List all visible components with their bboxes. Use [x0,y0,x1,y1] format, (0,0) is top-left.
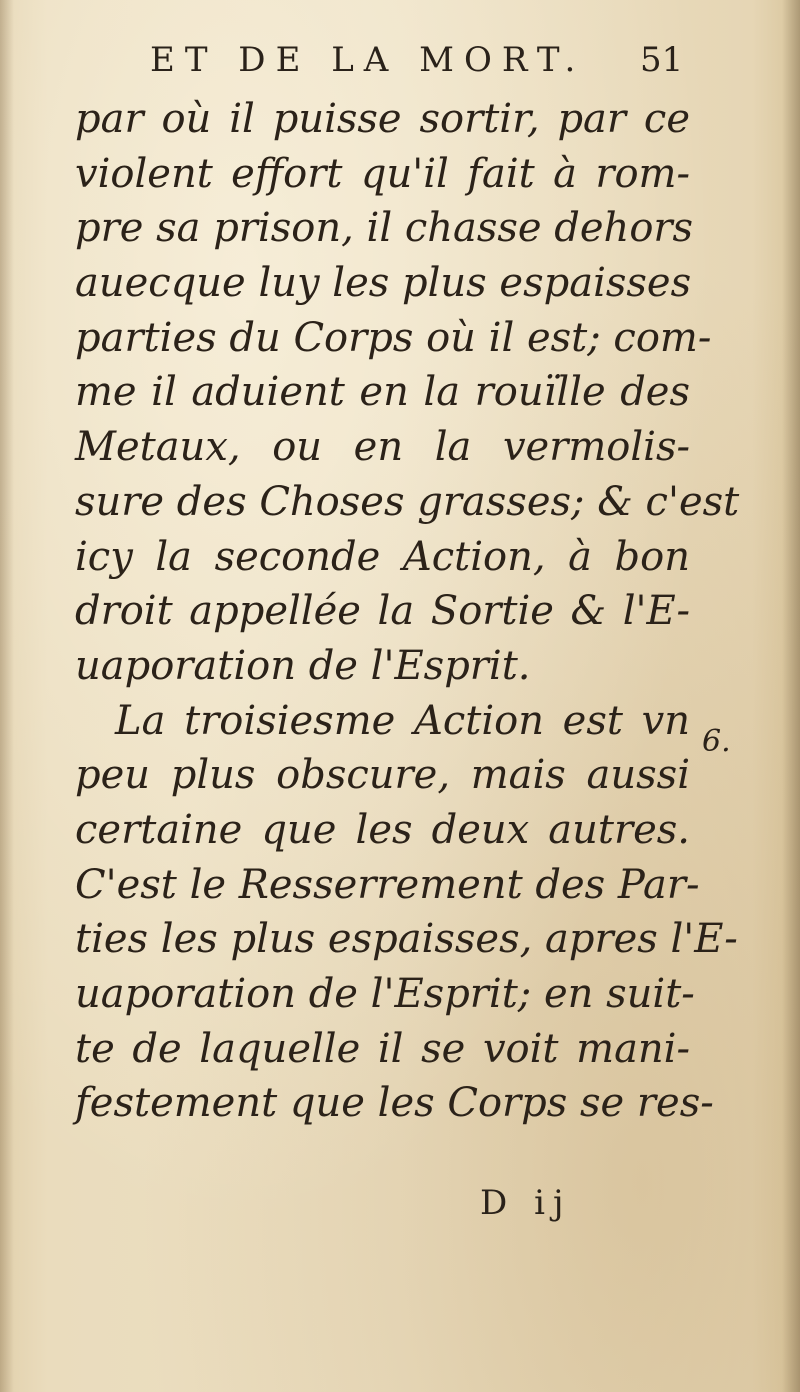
text-line: Metaux, ou en la vermolis- [75,424,690,471]
text-line: uaporation de l'Esprit; en suit- [75,971,695,1017]
text-line: icy la seconde Action, à bon [75,533,690,580]
text-line: par où il puisse sortir, par ce [75,96,690,142]
text-line: sure des Choses grasses; & c'est [75,478,740,525]
margin-note: 6. [702,724,731,759]
text-line: peu plus obscure, mais aussi [75,752,690,799]
page-number: 51 [640,40,684,80]
running-head: ET DE LA MORT. [150,40,586,80]
text-line: C'est le Resserrement des Par- [75,861,700,908]
text-line: uaporation de l'Esprit. [75,642,531,689]
text-line: me il aduient en la rouïlle des [75,369,690,416]
text-line: La troisiesme Action est vn [115,697,690,744]
text-line: droit appellée la Sortie & l'E- [75,588,690,635]
text-line: parties du Corps où il est; com- [75,314,712,361]
text-line: festement que les Corps se res- [75,1080,714,1127]
signature-mark: D ij [480,1183,572,1223]
body-text [75,92,740,1131]
text-line: ties les plus espaisses, apres l'E- [75,916,738,963]
text-line: pre sa prison, il chasse dehors [75,205,694,252]
text-line: te de laquelle il se voit mani- [75,1025,690,1072]
text-line: certaine que les deux autres. [75,806,690,853]
text-line: violent effort qu'il fait à rom- [75,150,690,197]
text-line: auecque luy les plus espaisses [75,260,692,307]
